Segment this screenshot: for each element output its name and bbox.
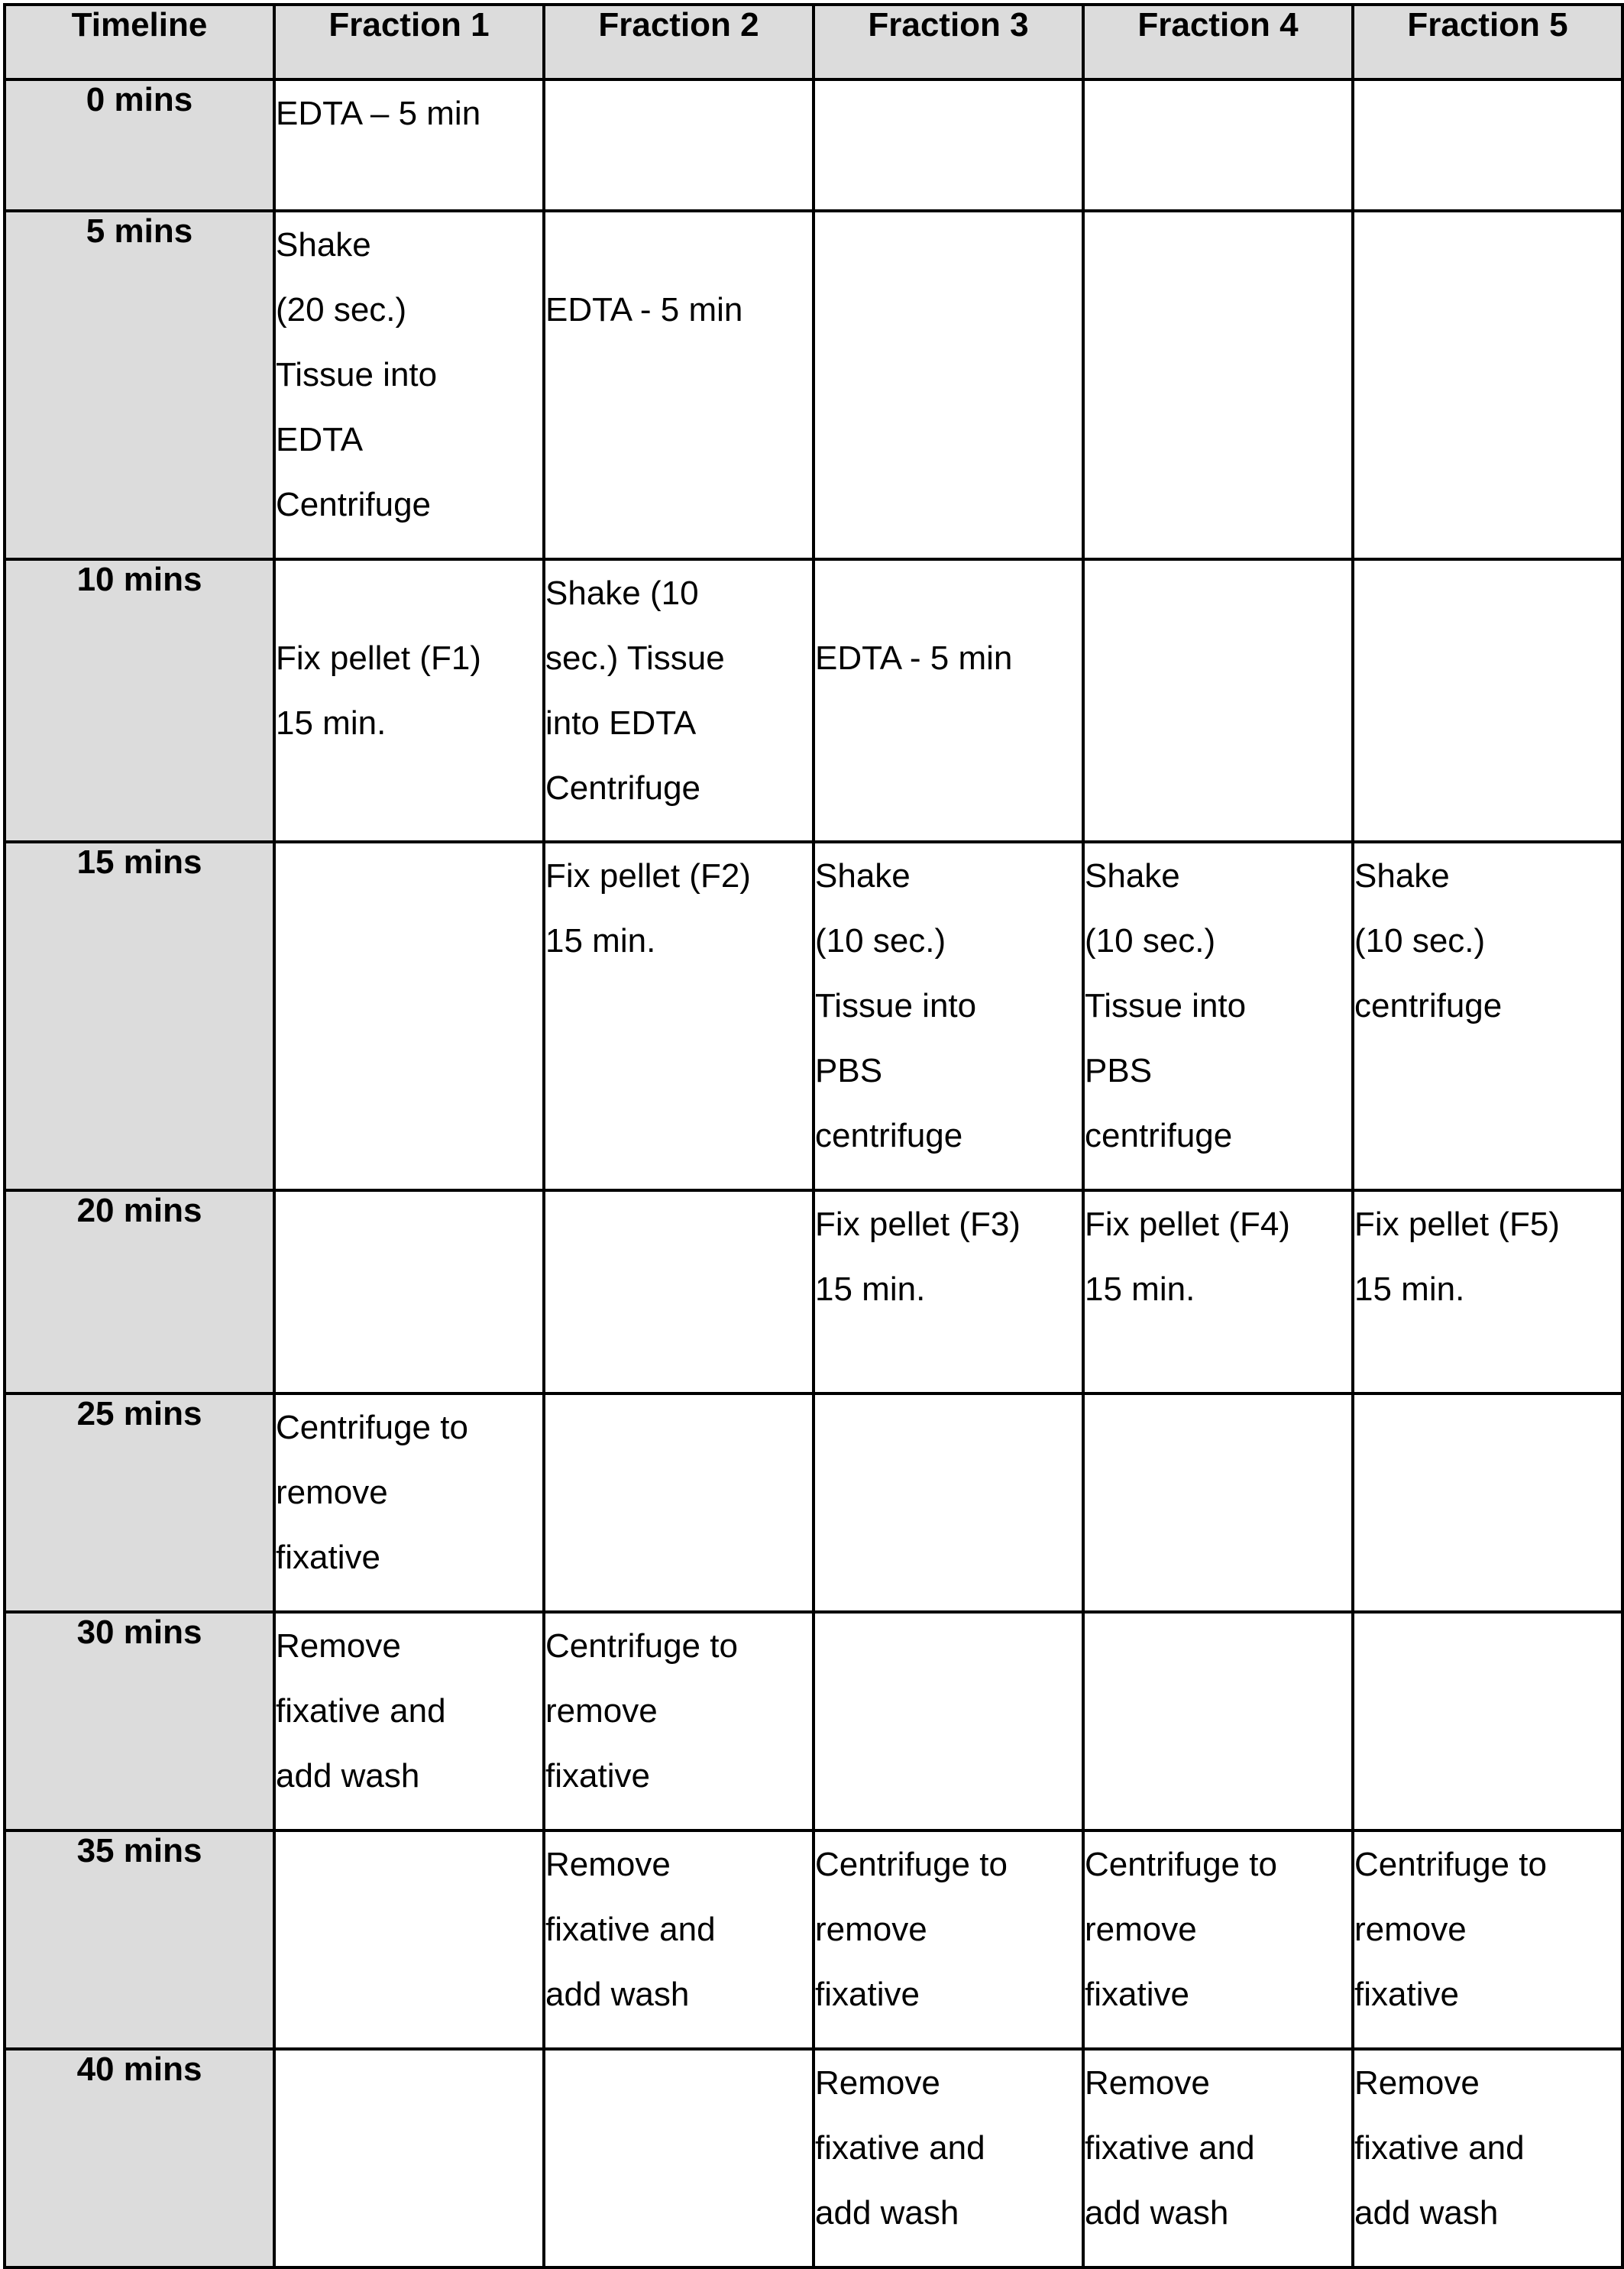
table-row bbox=[5, 2049, 1622, 2267]
cell-text-line: fixative and bbox=[545, 1911, 716, 1948]
cell-text-line: add wash bbox=[276, 1757, 420, 1795]
cell-text-line: fixative and bbox=[815, 2129, 985, 2167]
cell-text-line: add wash bbox=[815, 2194, 959, 2232]
cell-text-line: EDTA – 5 min bbox=[276, 95, 481, 132]
fraction-3-cell bbox=[814, 1190, 1083, 1393]
cell-text-line: fixative bbox=[815, 1976, 920, 2013]
cell-text-line: remove bbox=[1085, 1911, 1197, 1948]
cell-text-line: add wash bbox=[545, 1976, 690, 2013]
cell-text-line: centrifuge bbox=[1354, 987, 1503, 1024]
cell-text-line: Shake bbox=[1085, 857, 1180, 895]
header-fraction-2: Fraction 2 bbox=[544, 5, 814, 79]
fraction-5-cell bbox=[1353, 1612, 1622, 1830]
time-cell: 0 mins bbox=[5, 79, 274, 211]
cell-text-line: Centrifuge to bbox=[545, 1627, 738, 1665]
fraction-4-cell bbox=[1083, 211, 1353, 559]
fraction-4-cell bbox=[1083, 1612, 1353, 1830]
cell-text-line: Shake bbox=[276, 226, 371, 264]
cell-text-line: Remove bbox=[815, 2064, 940, 2102]
cell-text-line: remove bbox=[545, 1692, 658, 1730]
cell-text-line: fixative and bbox=[1354, 2129, 1525, 2167]
cell-text-line: EDTA - 5 min bbox=[815, 639, 1013, 677]
cell-text-line: Remove bbox=[545, 1846, 671, 1883]
fraction-4-cell bbox=[1083, 1190, 1353, 1393]
fraction-4-cell bbox=[1083, 559, 1353, 842]
cell-text-line: (10 sec.) bbox=[1354, 922, 1486, 960]
table-row bbox=[5, 211, 1622, 559]
table-body bbox=[5, 79, 1622, 2267]
cell-text-line: remove bbox=[1354, 1911, 1467, 1948]
table-row bbox=[5, 1830, 1622, 2049]
fraction-4-cell bbox=[1083, 1830, 1353, 2049]
fraction-5-cell bbox=[1353, 211, 1622, 559]
cell-text-line: remove bbox=[815, 1911, 927, 1948]
time-cell: 20 mins bbox=[5, 1190, 274, 1393]
fraction-2-cell bbox=[544, 2049, 814, 2267]
cell-text-line: fixative bbox=[276, 1539, 380, 1576]
cell-text-line: add wash bbox=[1085, 2194, 1229, 2232]
header-fraction-1: Fraction 1 bbox=[274, 5, 544, 79]
time-cell: 40 mins bbox=[5, 2049, 274, 2267]
cell-text-line: 15 min. bbox=[545, 922, 656, 960]
fraction-1-cell bbox=[274, 211, 544, 559]
cell-text-line: centrifuge bbox=[1085, 1117, 1233, 1154]
cell-text-line bbox=[545, 212, 812, 277]
fraction-3-cell bbox=[814, 1830, 1083, 2049]
cell-text-line: 15 min. bbox=[815, 1270, 926, 1308]
cell-text-line: (20 sec.) bbox=[276, 291, 407, 329]
time-cell: 15 mins bbox=[5, 842, 274, 1190]
fraction-5-cell bbox=[1353, 842, 1622, 1190]
cell-text-line: fixative bbox=[1354, 1976, 1459, 2013]
cell-text-line: Centrifuge to bbox=[815, 1846, 1008, 1883]
cell-text-line: fixative bbox=[1085, 1976, 1189, 2013]
fraction-5-cell bbox=[1353, 2049, 1622, 2267]
table-row bbox=[5, 1393, 1622, 1612]
cell-text-line: Centrifuge to bbox=[1354, 1846, 1547, 1883]
table-row bbox=[5, 79, 1622, 211]
header-row bbox=[5, 5, 1622, 79]
cell-text-line: Shake (10 bbox=[545, 575, 699, 612]
cell-text-line: Remove bbox=[276, 1627, 401, 1665]
cell-text-line: into EDTA bbox=[545, 704, 697, 742]
cell-text-line: PBS bbox=[815, 1052, 883, 1089]
cell-text-line: Remove bbox=[1085, 2064, 1210, 2102]
fraction-2-cell bbox=[544, 79, 814, 211]
fraction-1-cell bbox=[274, 1830, 544, 2049]
time-cell: 5 mins bbox=[5, 211, 274, 559]
table-row bbox=[5, 1190, 1622, 1393]
time-cell: 25 mins bbox=[5, 1393, 274, 1612]
cell-text-line: Fix pellet (F1) bbox=[276, 639, 481, 677]
fraction-2-cell bbox=[544, 559, 814, 842]
fraction-5-cell bbox=[1353, 559, 1622, 842]
cell-text-line bbox=[276, 561, 542, 626]
cell-text-line: add wash bbox=[1354, 2194, 1499, 2232]
cell-text-line: (10 sec.) bbox=[1085, 922, 1216, 960]
cell-text-line: Tissue into bbox=[1085, 987, 1247, 1024]
cell-text-line: EDTA bbox=[276, 421, 364, 458]
cell-text-line: Tissue into bbox=[815, 987, 977, 1024]
fraction-5-cell bbox=[1353, 1393, 1622, 1612]
fraction-2-cell bbox=[544, 1190, 814, 1393]
cell-text-line: Fix pellet (F2) bbox=[545, 857, 751, 895]
cell-text-line: remove bbox=[276, 1474, 388, 1511]
fraction-4-cell bbox=[1083, 79, 1353, 211]
cell-text-line: 15 min. bbox=[1085, 1270, 1195, 1308]
fraction-1-cell bbox=[274, 1612, 544, 1830]
cell-text-line: Centrifuge bbox=[276, 486, 432, 523]
header-timeline: Timeline bbox=[5, 5, 274, 79]
fraction-1-cell bbox=[274, 559, 544, 842]
cell-text-line: fixative and bbox=[276, 1692, 446, 1730]
fraction-1-cell bbox=[274, 1393, 544, 1612]
time-cell: 35 mins bbox=[5, 1830, 274, 2049]
cell-text-line: Centrifuge to bbox=[276, 1409, 468, 1446]
cell-text-line: centrifuge bbox=[815, 1117, 963, 1154]
time-cell: 30 mins bbox=[5, 1612, 274, 1830]
timeline-table bbox=[3, 3, 1624, 2269]
cell-text-line: 15 min. bbox=[1354, 1270, 1465, 1308]
table-row bbox=[5, 842, 1622, 1190]
cell-text-line: PBS bbox=[1085, 1052, 1153, 1089]
cell-text-line: EDTA - 5 min bbox=[545, 291, 743, 329]
cell-text-line: 15 min. bbox=[276, 704, 387, 742]
fraction-4-cell bbox=[1083, 2049, 1353, 2267]
fraction-2-cell bbox=[544, 1830, 814, 2049]
fraction-1-cell bbox=[274, 1190, 544, 1393]
fraction-3-cell bbox=[814, 842, 1083, 1190]
fraction-4-cell bbox=[1083, 842, 1353, 1190]
header-fraction-4: Fraction 4 bbox=[1083, 5, 1353, 79]
header-fraction-5: Fraction 5 bbox=[1353, 5, 1622, 79]
cell-text-line: Shake bbox=[815, 857, 911, 895]
cell-text-line: Fix pellet (F5) bbox=[1354, 1206, 1560, 1243]
fraction-5-cell bbox=[1353, 79, 1622, 211]
cell-text-line: Tissue into bbox=[276, 356, 438, 393]
fraction-3-cell bbox=[814, 559, 1083, 842]
time-cell: 10 mins bbox=[5, 559, 274, 842]
fraction-2-cell bbox=[544, 1393, 814, 1612]
fraction-3-cell bbox=[814, 2049, 1083, 2267]
table-row bbox=[5, 559, 1622, 842]
fraction-3-cell bbox=[814, 79, 1083, 211]
fraction-1-cell bbox=[274, 79, 544, 211]
cell-text-line: fixative bbox=[545, 1757, 650, 1795]
table-row bbox=[5, 1612, 1622, 1830]
cell-text-line: sec.) Tissue bbox=[545, 639, 725, 677]
cell-text-line: Shake bbox=[1354, 857, 1450, 895]
fraction-2-cell bbox=[544, 842, 814, 1190]
cell-text-line: (10 sec.) bbox=[815, 922, 946, 960]
fraction-1-cell bbox=[274, 2049, 544, 2267]
cell-text-line: Fix pellet (F3) bbox=[815, 1206, 1021, 1243]
cell-text-line: Fix pellet (F4) bbox=[1085, 1206, 1290, 1243]
fraction-5-cell bbox=[1353, 1190, 1622, 1393]
fraction-5-cell bbox=[1353, 1830, 1622, 2049]
cell-text-line bbox=[815, 561, 1082, 626]
cell-text-line: fixative and bbox=[1085, 2129, 1255, 2167]
cell-text-line: Centrifuge to bbox=[1085, 1846, 1277, 1883]
fraction-3-cell bbox=[814, 211, 1083, 559]
fraction-1-cell bbox=[274, 842, 544, 1190]
fraction-2-cell bbox=[544, 211, 814, 559]
fraction-3-cell bbox=[814, 1393, 1083, 1612]
fraction-3-cell bbox=[814, 1612, 1083, 1830]
fraction-4-cell bbox=[1083, 1393, 1353, 1612]
cell-text-line: Remove bbox=[1354, 2064, 1480, 2102]
cell-text-line: Centrifuge bbox=[545, 769, 701, 807]
header-fraction-3: Fraction 3 bbox=[814, 5, 1083, 79]
fraction-2-cell bbox=[544, 1612, 814, 1830]
